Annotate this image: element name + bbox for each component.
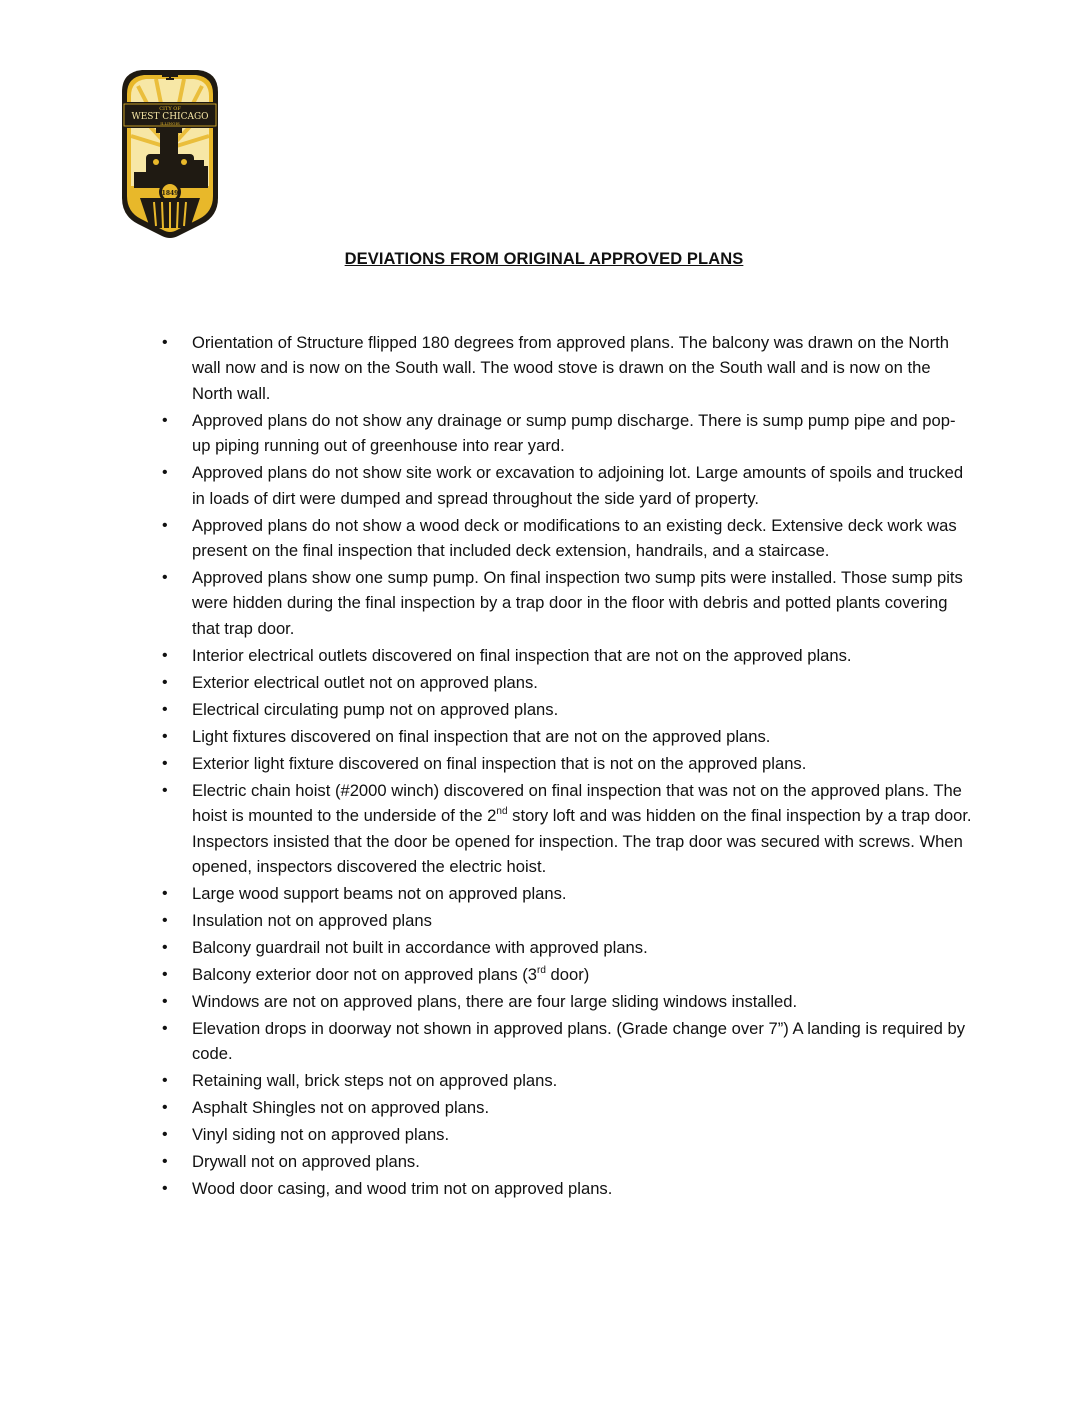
train-logo-icon [116,66,224,242]
list-item-text: Electrical circulating pump not on approved plans. [192,699,559,719]
list-item [162,1016,972,1067]
list-item [162,962,972,987]
list-item [162,670,972,695]
list-item-text: Balcony exterior door not on approved plans (3 [192,965,537,985]
list-item [162,751,972,776]
bullet-icon: • [162,754,168,772]
list-item [162,935,972,960]
list-item-text: Approved plans do not show site work or excavation to adjoining lot. Large amounts of spoils and trucked in loads of dirt were dumped and spread throughout the side yard of property. [192,463,964,508]
list-item-text-continued: story loft and was hidden on the final inspection by a trap door. Inspectors insisted that the door be opened for inspection. The trap door was secured with screws. When opened, inspectors discovered the electric hoist. [192,806,972,877]
list-item [162,1176,972,1201]
bullet-icon: • [162,673,168,691]
list-item-text: Insulation not on approved plans [192,911,432,931]
list-item-text: Approved plans show one sump pump. On final inspection two sump pits were installed. Those sump pits were hidden during the final inspection by a trap door in the floor with debris and potted plants covering that trap door. [192,568,963,638]
bullet-icon: • [162,727,168,745]
city-seal-logo [116,66,224,242]
list-item-text: Electric chain hoist (#2000 winch) discovered on final inspection that was not on the approved plans. The hoist is mounted to the underside of the 2 [192,780,962,826]
bullet-icon: • [162,1180,168,1198]
list-item-text: Retaining wall, brick steps not on approved plans. [192,1071,558,1091]
list-item-text: Vinyl siding not on approved plans. [192,1125,450,1145]
ordinal-superscript: rd [537,964,546,976]
bullet-icon: • [162,1020,168,1038]
logo-year: 1849 [161,190,179,197]
bullet-icon: • [162,411,168,429]
list-item-text: Approved plans do not show a wood deck or modifications to an existing deck. Extensive deck work was present on the final inspection that included deck extension, handrails, and a staircase. [192,515,957,561]
bullet-icon: • [162,516,168,534]
bullet-icon: • [162,1072,168,1090]
list-item-text: Balcony guardrail not built in accordance with approved plans. [192,938,648,958]
logo-line-1: CITY OF [159,106,181,112]
list-item [162,460,972,511]
list-item-text: Drywall not on approved plans. [192,1152,420,1172]
list-item-text: Interior electrical outlets discovered on final inspection that are not on the approved plans. [192,645,852,665]
deviation-list [162,330,972,1203]
list-item [162,330,972,406]
list-item [162,724,972,749]
list-item [162,697,972,722]
list-item-text: Windows are not on approved plans, there are four large sliding windows installed. [192,992,798,1012]
bullet-icon: • [162,1099,168,1117]
list-item [162,408,972,459]
list-item [162,881,972,906]
bullet-icon: • [162,885,168,903]
list-item-text: Exterior light fixture discovered on final inspection that is not on the approved plans. [192,753,807,773]
list-item [162,1149,972,1174]
list-item-text: Orientation of Structure flipped 180 degrees from approved plans. The balcony was drawn on the North wall now and is now on the South wall. The wood stove is drawn on the South wall and is now on the North wall. [192,333,949,403]
bullet-icon: • [162,700,168,718]
bullet-icon: • [162,912,168,930]
list-item-text: Light fixtures discovered on final inspection that are not on the approved plans. [192,726,771,746]
list-item [162,565,972,641]
list-item-text: Exterior electrical outlet not on approved plans. [192,672,538,692]
logo-line-2: WEST CHICAGO [131,112,209,122]
bullet-icon: • [162,1153,168,1171]
bullet-icon: • [162,1126,168,1144]
list-item [162,1095,972,1120]
bullet-icon: • [162,334,168,351]
list-item-text: Asphalt Shingles not on approved plans. [192,1098,490,1118]
ordinal-superscript: nd [496,805,508,817]
list-item [162,908,972,933]
bullet-icon: • [162,781,168,799]
list-item [162,778,972,880]
bullet-icon: • [162,966,168,984]
list-item [162,1122,972,1147]
list-item-text-continued: door) [545,965,590,985]
document-title: DEVIATIONS FROM ORIGINAL APPROVED PLANS [344,250,744,268]
list-item-text: Large wood support beams not on approved plans. [192,884,567,904]
logo-line-3: ILLINOIS [160,121,180,126]
bullet-icon: • [162,569,168,587]
bullet-icon: • [162,939,168,957]
bullet-icon: • [162,993,168,1011]
list-item [162,643,972,668]
bullet-icon: • [162,646,168,664]
list-item [162,989,972,1014]
list-item-text: Elevation drops in doorway not shown in approved plans. (Grade change over 7”) A landing is required by code. [192,1019,965,1064]
list-item [162,1068,972,1093]
list-item [162,513,972,564]
list-item-text: Approved plans do not show any drainage or sump pump discharge. There is sump pump pipe and pop-up piping running out of greenhouse into rear yard. [192,410,956,456]
bullet-icon: • [162,464,168,482]
list-item-text: Wood door casing, and wood trim not on approved plans. [192,1179,613,1199]
